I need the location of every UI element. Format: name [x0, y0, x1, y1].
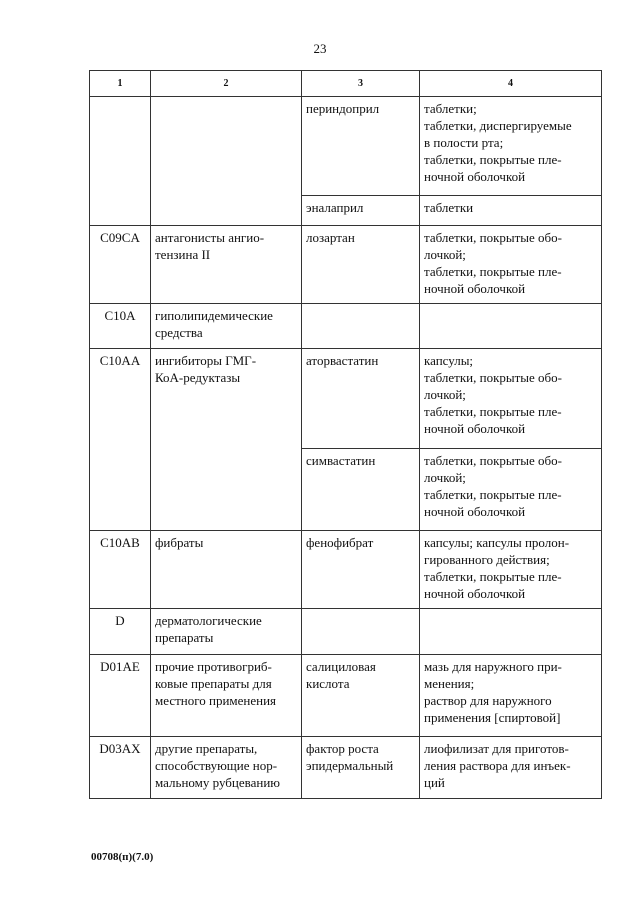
- header-row: [90, 71, 602, 97]
- group-cell: другие препараты, способствующие нор- мальному рубцеванию: [151, 737, 302, 799]
- column-header-3: 3: [302, 71, 420, 97]
- table-row: [90, 655, 602, 737]
- drug-name-cell: эналаприл: [302, 196, 420, 226]
- document-footer-code: 00708(п)(7.0): [91, 851, 154, 863]
- drug-name-cell: симвастатин: [302, 449, 420, 531]
- drug-name-cell: салициловая кислота: [302, 655, 420, 737]
- dosage-form-cell: капсулы; капсулы пролон- гированного действия; таблетки, покрытые пле- ночной оболочкой: [420, 531, 602, 609]
- dosage-form-cell: капсулы; таблетки, покрытые обо- лочкой; таблетки, покрытые пле- ночной оболочкой: [420, 349, 602, 449]
- atc-code-cell: D: [90, 609, 151, 655]
- column-header-1: 1: [90, 71, 151, 97]
- drug-name-cell: аторвастатин: [302, 349, 420, 449]
- table-row: [90, 304, 602, 349]
- table-row: [90, 97, 602, 196]
- dosage-form-cell: таблетки: [420, 196, 602, 226]
- group-cell: ингибиторы ГМГ- КоА-редуктазы: [151, 349, 302, 531]
- group-cell: фибраты: [151, 531, 302, 609]
- group-cell: антагонисты ангио- тензина II: [151, 226, 302, 304]
- table-row: [90, 226, 602, 304]
- drug-name-cell: [302, 304, 420, 349]
- drug-name-cell: лозартан: [302, 226, 420, 304]
- drug-name-cell: [302, 609, 420, 655]
- table-row: [90, 531, 602, 609]
- atc-code-cell: C10AA: [90, 349, 151, 531]
- drug-name-cell: фенофибрат: [302, 531, 420, 609]
- column-header-4: 4: [420, 71, 602, 97]
- dosage-form-cell: таблетки, покрытые обо- лочкой; таблетки, покрытые пле- ночной оболочкой: [420, 226, 602, 304]
- column-header-2: 2: [151, 71, 302, 97]
- table-row: [90, 349, 602, 449]
- drug-name-cell: фактор роста эпидермальный: [302, 737, 420, 799]
- dosage-form-cell: таблетки, покрытые обо- лочкой; таблетки, покрытые пле- ночной оболочкой: [420, 449, 602, 531]
- atc-code-cell: C10A: [90, 304, 151, 349]
- dosage-form-cell: лиофилизат для приготов- ления раствора для инъек- ций: [420, 737, 602, 799]
- dosage-form-cell: таблетки; таблетки, диспергируемые в полости рта; таблетки, покрытые пле- ночной оболочкой: [420, 97, 602, 196]
- dosage-form-cell: [420, 304, 602, 349]
- dosage-form-cell: [420, 609, 602, 655]
- atc-code-cell: D03AX: [90, 737, 151, 799]
- group-cell: дерматологические препараты: [151, 609, 302, 655]
- table-row: [90, 609, 602, 655]
- table-row: [90, 737, 602, 799]
- atc-code-cell: [90, 97, 151, 226]
- atc-code-cell: D01AE: [90, 655, 151, 737]
- group-cell: [151, 97, 302, 226]
- atc-code-cell: C09CA: [90, 226, 151, 304]
- atc-code-cell: C10AB: [90, 531, 151, 609]
- dosage-form-cell: мазь для наружного при- менения; раствор для наружного применения [спиртовой]: [420, 655, 602, 737]
- group-cell: прочие противогриб- ковые препараты для местного применения: [151, 655, 302, 737]
- drug-table: [89, 70, 602, 799]
- page-number: 23: [313, 41, 327, 56]
- drug-name-cell: периндоприл: [302, 97, 420, 196]
- group-cell: гиполипидемические средства: [151, 304, 302, 349]
